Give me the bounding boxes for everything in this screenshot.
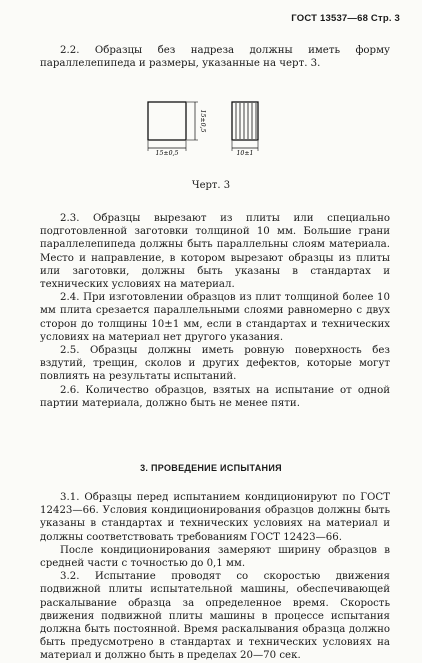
paragraph-2-6: 2.6. Количество образцов, взятых на испытание от одной партии материала, должно быть не менее пяти. xyxy=(40,384,390,409)
paragraph-2-3: 2.3. Образцы вырезают из плиты или специально подготовленной заготовки толщиной 10 мм. Большие грани параллелепипеда должны быть параллельны слоям материала. Место и направление, в котором вырезают образцы из плиты или заготовки, должны быть указаны в стандартах и технических условиях на материал. xyxy=(40,213,390,291)
paragraph-3-1-note: После кондиционирования замеряют ширину образцов в средней части с точностью до 0,1 мм. xyxy=(40,544,390,570)
specimen-drawing xyxy=(140,94,280,156)
paragraph-2-4: 2.4. При изготовлении образцов из плит толщиной более 10 мм плита срезается параллельными слоями равномерно с двух сторон до толщины 10±1 мм, если в стандартах и технических условиях на материал нет другого указания. xyxy=(40,292,390,343)
paragraphs-3 xyxy=(40,491,390,663)
square-specimen xyxy=(148,102,186,140)
figure-caption: Черт. 3 xyxy=(191,180,231,191)
page-header: ГОСТ 13537—68 Стр. 3 xyxy=(291,13,400,24)
paragraph-2-2: 2.2. Образцы без надреза должны иметь форму параллелепипеда и размеры, указанные на черт. 3. xyxy=(40,45,390,70)
width-dimension-label-right: 10±1 xyxy=(236,150,254,156)
hatched-specimen xyxy=(232,102,258,140)
section-heading: 3. ПРОВЕДЕНИЕ ИСПЫТАНИЯ xyxy=(140,463,282,473)
paragraph-2-5: 2.5. Образцы должны иметь ровную поверхность без вздутий, трещин, сколов и других дефектов, которые могут повлиять на результаты испытаний. xyxy=(40,345,390,383)
width-dimension-label-left: 15±0,5 xyxy=(155,150,179,156)
height-dimension-label: 15±0,5 xyxy=(199,109,206,133)
paragraph-3-2: 3.2. Испытание проводят со скоростью движения подвижной плиты испытательной машины, обеспечивающей раскалывание образца за определенное время. Скорость движения подвижной плиты машины в процессе испытания должна быть постоянной. Время раскалывания образца должно быть предусмотрено в стандартах и технических условиях на материал и должно быть в пределах 20—70 сек. xyxy=(40,571,390,662)
paragraph-3-1: 3.1. Образцы перед испытанием кондиционируют по ГОСТ 12423—66. Условия кондиционирования образцов должны быть указаны в стандартах и технических условиях на материал и должны соответствовать требованиям ГОСТ 12423—66. xyxy=(40,492,390,543)
paragraphs-2-3-to-2-6 xyxy=(40,212,390,410)
